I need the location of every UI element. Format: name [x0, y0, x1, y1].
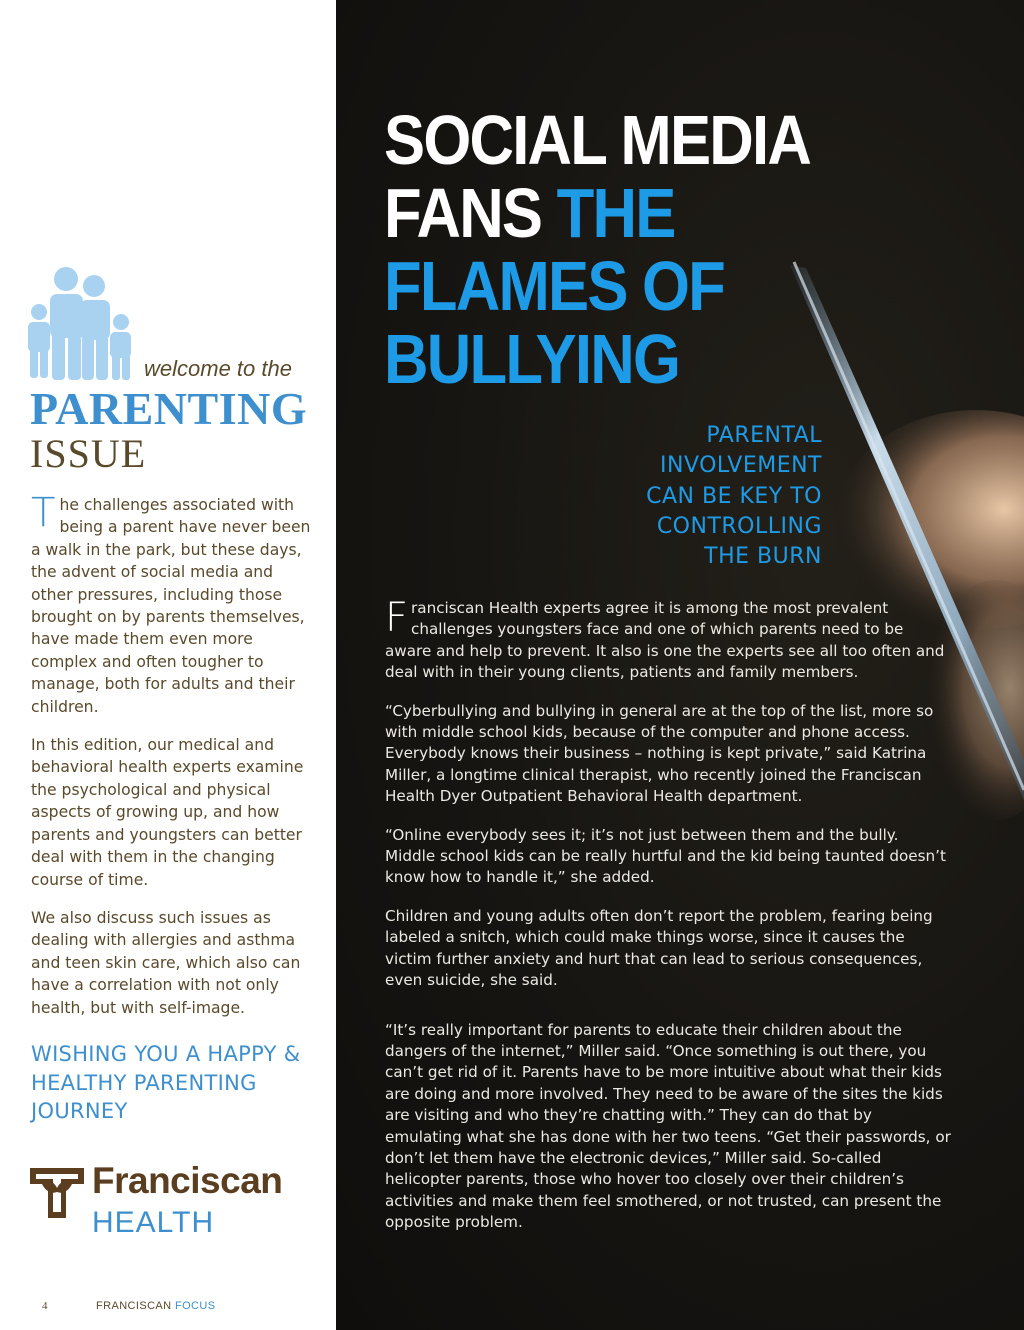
headline-line-2-white: FANS — [384, 174, 542, 252]
article-headline — [384, 101, 877, 398]
article-dropcap: F — [385, 595, 409, 641]
article-paragraph-1-text: ranciscan Health experts agree it is among the most prevalent challenges youngsters face and one of which parents need to be aware and help to prevent. It also is one the experts see all too often and deal with in their young clients, patients and family members. — [385, 599, 945, 682]
article-panel — [336, 0, 1024, 1330]
headline-line-2 — [384, 174, 877, 252]
intro-dropcap: T — [31, 490, 56, 536]
article-paragraph-1 — [385, 595, 951, 684]
article-paragraph-5: “It’s really important for parents to educate their children about the dangers of the internet,” Miller said. “Once something is out there, you can’t get rid of it. Parents have to be more intuitive about what their kids are doing and more involved. They need to be aware of the sites the kids are visiting and who they’re chatting with.” They can do that by emulating what she has done with her two teens. “Get their passwords, or don’t let them have the electronic devices,” Miller said. So-called helicopter parents, those who hover too closely over their children’s activities and make them feel smothered, or not trusted, can present the opposite problem. — [385, 1020, 951, 1232]
publication-name — [96, 1300, 215, 1312]
welcome-text: welcome to the — [144, 356, 292, 381]
page-number: 4 — [42, 1300, 48, 1312]
franciscan-cross-icon — [30, 1168, 84, 1218]
sidebar — [0, 0, 336, 1330]
headline-line-2-blue: THE — [556, 174, 675, 252]
logo-name: Franciscan — [92, 1160, 283, 1201]
article-paragraph-4: Children and young adults often don’t report the problem, fearing being labeled a snitch, which could make things worse, since it causes the victim further anxiety and hurt that can lead to serious consequences, even suicide, she said. — [385, 906, 933, 990]
publication-name-focus: FOCUS — [174, 1300, 216, 1312]
subhead-line: CONTROLLING — [656, 513, 822, 539]
wishing-message: WISHING YOU A HAPPY & HEALTHY PARENTING JOURNEY — [31, 1042, 301, 1123]
issue-title-sub: ISSUE — [30, 431, 147, 476]
subhead-line: THE BURN — [704, 544, 822, 570]
headline-line-3: FLAMES OF — [384, 247, 725, 325]
intro-paragraph-2: In this edition, our medical and behavioral health experts examine the psychological and physical aspects of growing up, and how parents and youngsters can better deal with them in the changing course of time. — [31, 736, 304, 889]
intro-text — [31, 490, 316, 1035]
article-subhead — [522, 421, 822, 572]
headline-line-4: BULLYING — [384, 320, 680, 398]
article-paragraph-3: “Online everybody sees it; it’s not just between them and the bully. Middle school kids can be really hurtful and the kid being taunted doesn’t know how to handle it,” she added. — [385, 825, 946, 887]
subhead-line: INVOLVEMENT — [660, 453, 822, 479]
publication-name-main: FRANCISCAN — [96, 1300, 172, 1312]
headline-line-1: SOCIAL MEDIA — [384, 101, 811, 179]
logo-health: HEALTH — [92, 1206, 215, 1239]
intro-paragraph-3: We also discuss such issues as dealing with allergies and asthma and teen skin care, which also can have a correlation with not only health, but with self-image. — [31, 908, 301, 1017]
article-paragraph-2: “Cyberbullying and bullying in general are at the top of the list, more so with middle school kids, because of the computer and phone access. Everybody knows their business – nothing is kept private,” said Katrina Miller, a longtime clinical therapist, who recently joined the Franciscan Health Dyer Outpatient Behavioral Health department. — [385, 701, 934, 806]
intro-paragraph-1-text: he challenges associated with being a parent have never been a walk in the park, but these days, the advent of social media and other pressures, including those brought on by parents themselves, have made them even more complex and often tougher to manage, both for adults and their children. — [31, 496, 311, 716]
issue-title-main: PARENTING — [30, 383, 308, 434]
article-body — [385, 595, 951, 1251]
intro-paragraph-1 — [31, 490, 316, 718]
franciscan-health-logo — [30, 1160, 310, 1254]
family-icon — [22, 266, 134, 382]
subhead-line: PARENTAL — [706, 423, 822, 448]
subhead-line: CAN BE KEY TO — [646, 483, 822, 509]
